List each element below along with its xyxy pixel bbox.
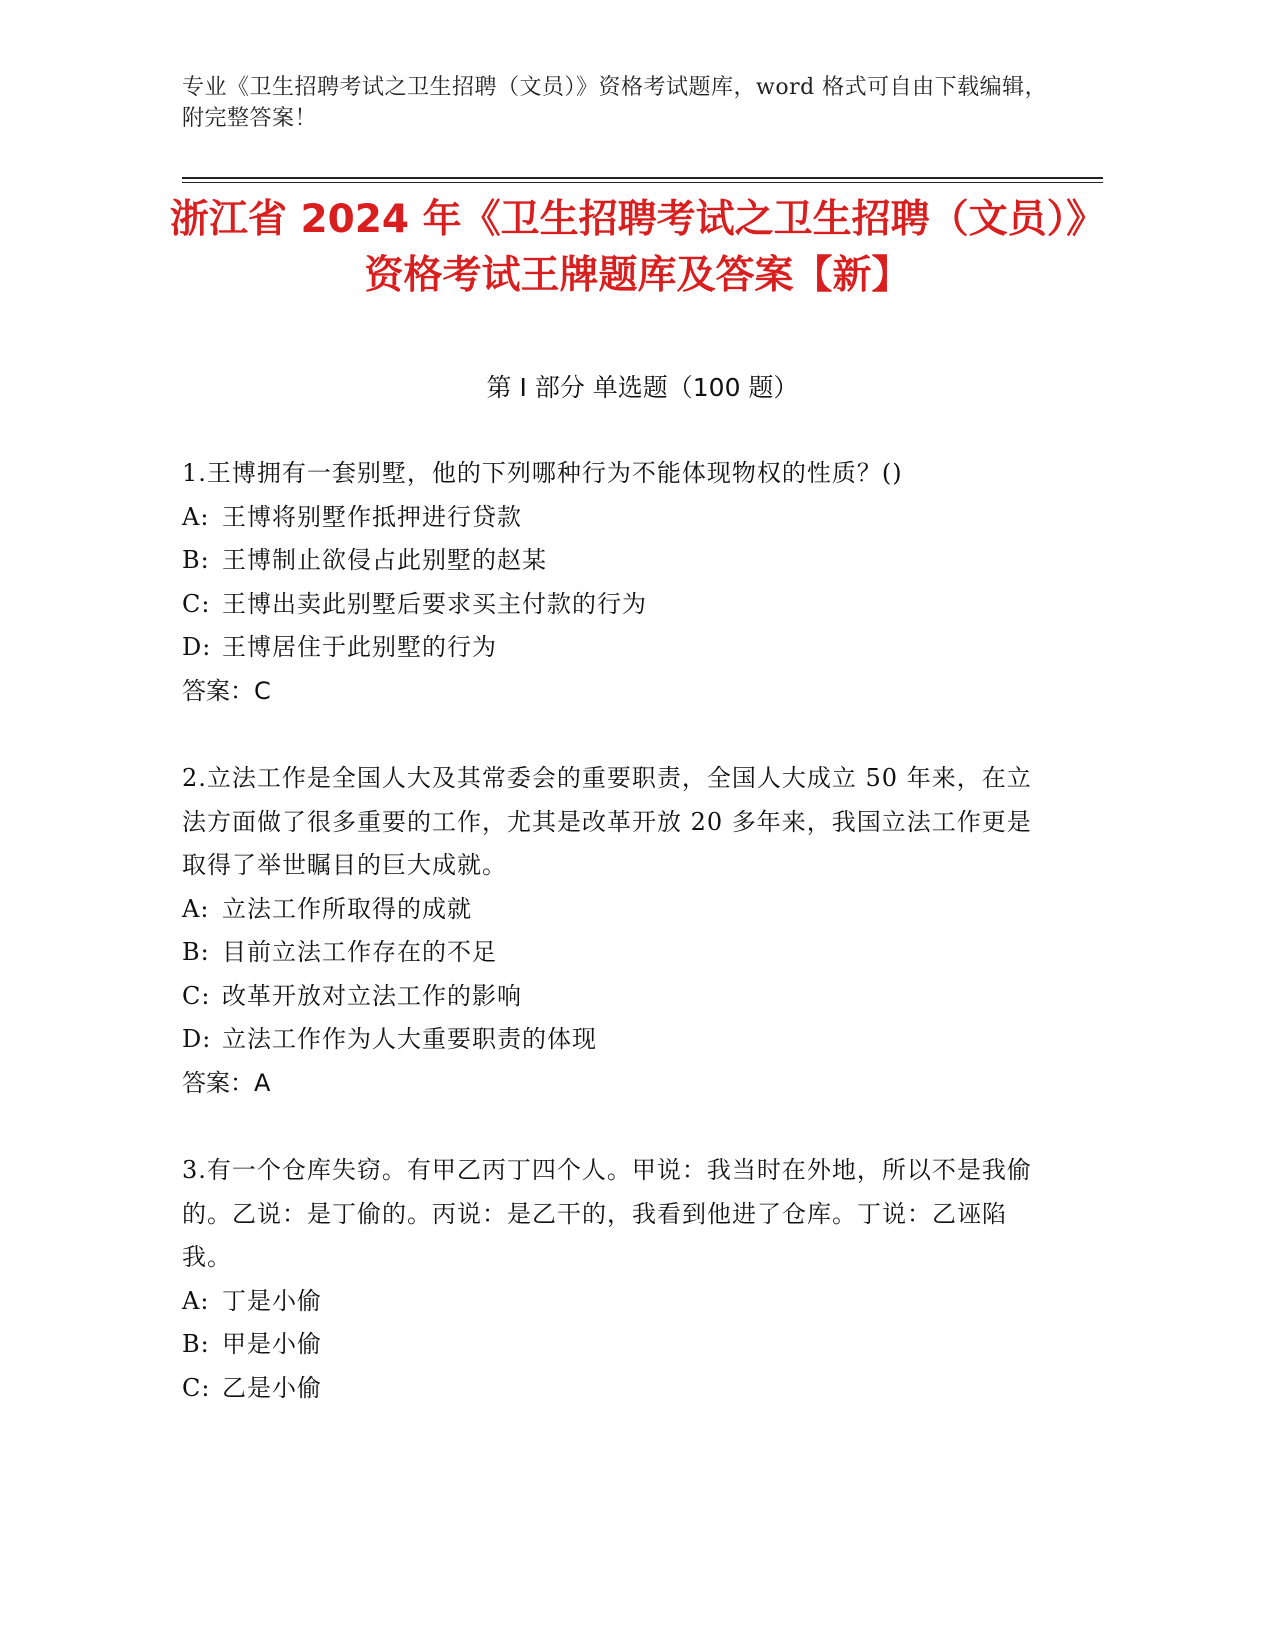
option-b: [182, 931, 1042, 975]
option-letter: A:: [182, 894, 210, 923]
option-text: 王博制止欲侵占此别墅的赵某: [222, 546, 547, 574]
option-text: 丁是小偷: [222, 1286, 322, 1315]
option-text: 甲是小偷: [222, 1330, 322, 1358]
option-letter: C:: [182, 981, 211, 1010]
option-letter: B:: [182, 1330, 210, 1358]
option-a: [182, 1280, 1042, 1324]
option-letter: C:: [182, 1373, 211, 1402]
option-text: 王博居住于此别墅的行为: [222, 633, 497, 661]
option-text: 立法工作所取得的成就: [222, 894, 472, 923]
option-b: [182, 1323, 1042, 1367]
question-stem: 3.有一个仓库失窃。有甲乙丙丁四个人。甲说：我当时在外地，所以不是我偷的。乙说：是丁偷的。丙说：是乙干的，我看到他进了仓库。丁说：乙诬陷我。: [182, 1156, 1032, 1271]
header-note: 专业《卫生招聘考试之卫生招聘（文员）》资格考试题库，word 格式可自由下载编辑，附完整答案！: [182, 75, 1048, 131]
option-letter: A:: [182, 1286, 210, 1315]
option-letter: C:: [182, 589, 211, 618]
option-letter: B:: [182, 546, 210, 574]
answer-line: 答案：C: [182, 676, 271, 705]
option-text: 乙是小偷: [222, 1373, 322, 1402]
option-b: [182, 539, 1042, 583]
option-text: 王博将别墅作抵押进行贷款: [222, 502, 522, 531]
option-letter: D:: [182, 1025, 212, 1053]
header-divider-thick: [182, 177, 1103, 179]
question-stem: 1.王博拥有一套别墅，他的下列哪种行为不能体现物权的性质？(): [182, 459, 903, 487]
option-d: [182, 626, 1042, 670]
option-text: 立法工作作为人大重要职责的体现: [222, 1025, 597, 1053]
option-text: 改革开放对立法工作的影响: [222, 981, 522, 1010]
option-text: 王博出卖此别墅后要求买主付款的行为: [222, 589, 647, 618]
option-c: [182, 583, 1042, 627]
option-letter: A:: [182, 502, 210, 531]
option-letter: B:: [182, 938, 210, 966]
section-title: 第 I 部分 单选题（100 题）: [486, 373, 799, 402]
question-1: [182, 452, 1042, 713]
document-title: 浙江省 2024 年《卫生招聘考试之卫生招聘（文员）》资格考试王牌题库及答案【新】: [169, 197, 1106, 298]
question-stem: 2.立法工作是全国人大及其常委会的重要职责，全国人大成立 50 年来，在立法方面做了很多重要的工作，尤其是改革开放 20 多年来，我国立法工作更是取得了举世瞩目的巨大成就。: [182, 764, 1032, 879]
option-a: [182, 888, 1042, 932]
option-c: [182, 975, 1042, 1019]
option-c: [182, 1367, 1042, 1411]
option-d: [182, 1018, 1042, 1062]
header-divider-thin: [182, 182, 1103, 183]
answer-line: 答案：A: [182, 1068, 271, 1097]
question-2: [182, 757, 1042, 1105]
question-3: [182, 1149, 1042, 1410]
option-a: [182, 496, 1042, 540]
option-text: 目前立法工作存在的不足: [222, 938, 497, 966]
option-letter: D:: [182, 633, 212, 661]
question-list: [182, 452, 1042, 1454]
